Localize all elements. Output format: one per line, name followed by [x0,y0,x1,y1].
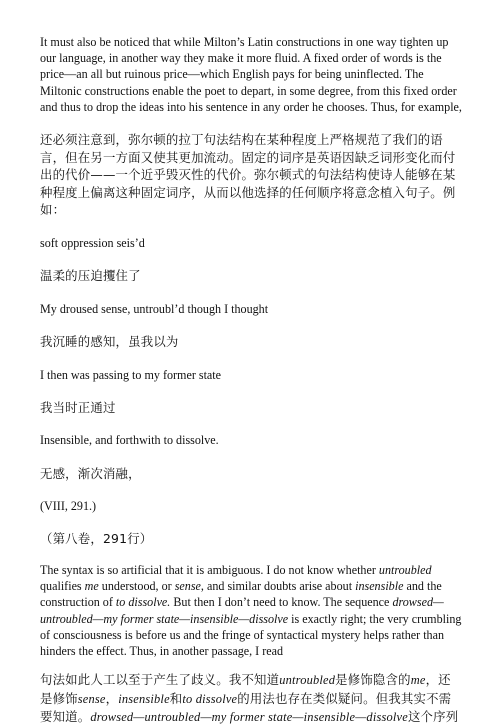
p2-en-text-e: understood, or [98,579,175,594]
p2-zh-text-g: ， [105,690,119,706]
p2-zh-text-m: 这个序列 [407,709,459,725]
verse-line-3-english: I then was passing to my former state [40,367,222,382]
p2-zh-text-e: ，还是修饰 [40,672,451,706]
p2-en-text-k: But then I don’t need to know. The sequence [170,595,393,610]
p2-en-text-g: , and similar doubts arise about [200,579,356,594]
verse-line-4-chinese: 无感，渐次消融， [40,465,141,481]
verse-line-2-chinese: 我沉睡的感知，虽我以为 [40,333,179,349]
p2-en-term-to-dissolve: to dissolve. [115,595,171,610]
p2-zh-term-untroubled: untroubled [279,673,336,688]
p2-en-term-untroubled: untroubled [378,562,432,577]
p2-zh-term-to-dissolve: to dissolve [182,691,238,706]
p2-zh-text-i: 和 [169,690,183,706]
p2-en-text-a: The syntax is so artificial that it is ambiguous. I do not know whether [40,562,379,577]
citation-english: (VIII, 291.) [40,499,97,514]
p2-zh-text-a: 句法如此人工以至于产生了歧义。我不知道 [40,672,280,688]
verse-line-4-english: Insensible, and forthwith to dissolve. [40,433,219,448]
paragraph-2-english [40,562,462,659]
paragraph-1-english: It must also be noticed that while Milton’s Latin constructions in one way tighten up our language, in another way they make it more fluid. A fixed order of words is the price—an all but ruinous price—which English pays for being uninflected. The Miltonic constructions enable the poet to depart, in some degree, from this fixed order and thus to drop the ideas into his sentence in any order he chooses. Thus, for example, [40,35,462,114]
p2-zh-term-me: me [410,673,426,688]
citation-chinese: （第八卷，291行） [40,531,153,547]
p2-en-term-me: me [84,579,99,594]
verse-line-3-chinese: 我当时正通过 [40,399,116,415]
p2-zh-term-insensible: insensible [118,691,170,706]
p2-en-text-c: qualifies [40,579,85,594]
verse-line-1-chinese: 温柔的压迫攫住了 [40,268,141,284]
p2-zh-term-sequence: drowsed—untroubled—my former state—insensible—dissolve [90,710,408,725]
p2-en-text-m: is exactly right; the very crumbling of consciousness is before us and the fringe of syntactical mystery helps rather than hinders the effect. Thus, in another passage, I read [40,611,462,658]
p2-zh-term-sense: sense [77,691,106,706]
p2-zh-text-k: 的用法也存在类似疑问。但我其实不需要知道。 [40,690,452,725]
paragraph-2-chinese [40,671,462,727]
verse-line-2-english: My droused sense, untroubl’d though I thought [40,301,269,316]
p2-en-term-sequence: drowsed—untroubled—my former state—insensible—dissolve [40,595,444,626]
p2-en-text-i: and the construction of [40,579,442,610]
verse-line-1-english: soft oppression seis’d [40,235,145,250]
paragraph-1-chinese: 还必须注意到，弥尔顿的拉丁句法结构在某种程度上严格规范了我们的语言，但在另一方面又使其更加流动。固定的词序是英语因缺乏词形变化而付出的代价——一个近乎毁灭性的代价。弥尔顿式的句法结构使诗人能够在某种程度上偏离这种固定词序，从而以他选择的任何顺序将意念植入句子。例如： [40,132,456,218]
p2-en-term-sense: sense [174,579,201,594]
p2-en-term-insensible: insensible [355,579,404,594]
p2-zh-text-c: 是修饰隐含的 [335,672,411,688]
document-page [40,34,462,727]
